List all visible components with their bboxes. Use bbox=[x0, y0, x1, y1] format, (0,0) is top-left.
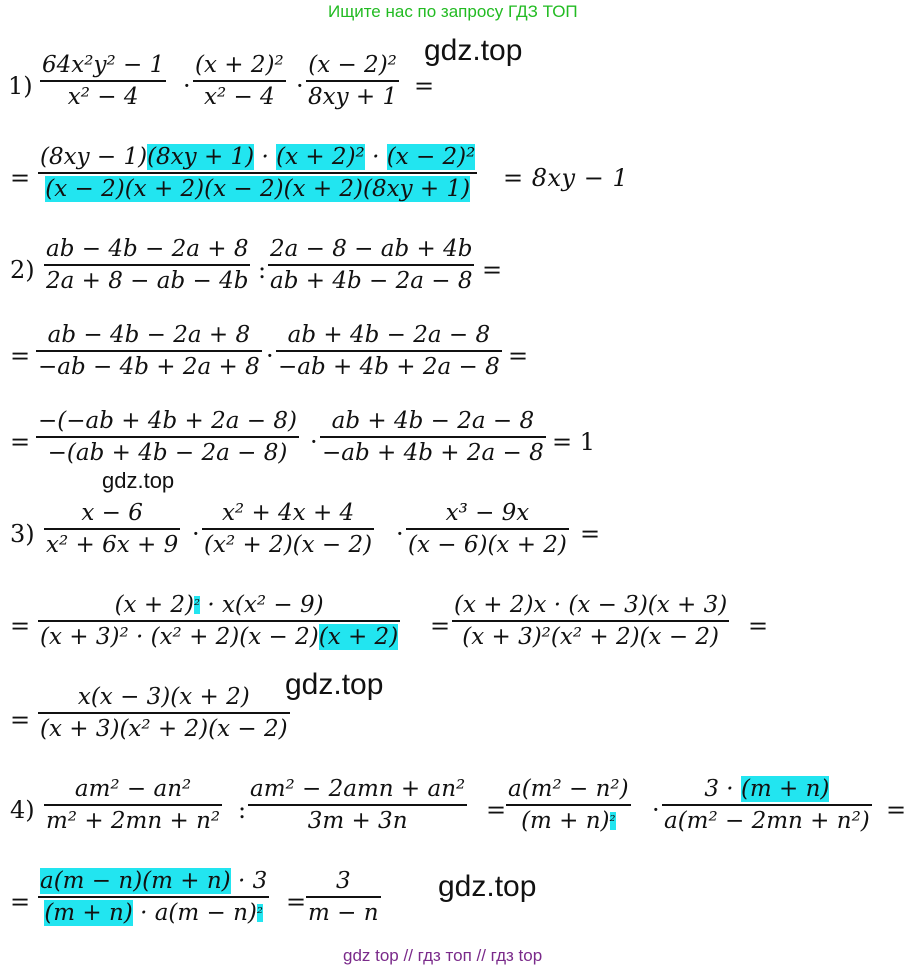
fraction bbox=[306, 50, 399, 112]
watermark: gdz.top bbox=[285, 668, 384, 701]
denominator: −ab + 4b + 2a − 8 bbox=[278, 354, 500, 380]
denominator bbox=[43, 174, 472, 204]
denominator: a(m² − 2mn + n²) bbox=[664, 808, 870, 834]
factor: · 3 bbox=[230, 868, 268, 894]
numerator: x² + 4x + 4 bbox=[221, 500, 355, 526]
problem-3-label: 3) bbox=[10, 520, 35, 548]
numerator bbox=[702, 774, 831, 804]
highlighted-factor: (m + n) bbox=[44, 900, 133, 926]
highlighted-factor: (x − 2)² bbox=[386, 144, 476, 170]
denominator: m − n bbox=[308, 900, 379, 926]
factor: · a(m − n) bbox=[132, 900, 257, 926]
factor: · x(x² − 9) bbox=[200, 592, 324, 618]
fraction bbox=[36, 406, 299, 468]
numerator: ab − 4b − 2a + 8 bbox=[46, 236, 249, 262]
equals-sign: = bbox=[508, 342, 529, 370]
numerator: ab + 4b − 2a − 8 bbox=[331, 408, 535, 434]
colon-operator: : bbox=[258, 256, 267, 284]
numerator: (8xy − 1)(8xy + 1) · (x + 2)² · (x − 2)² bbox=[40, 144, 476, 170]
denominator: x² + 6x + 9 bbox=[46, 532, 179, 558]
numerator: a(m² − n²) bbox=[508, 776, 629, 802]
numerator: ab − 4b − 2a + 8 bbox=[47, 322, 251, 348]
equals-sign: = bbox=[286, 888, 307, 916]
fraction bbox=[44, 234, 250, 296]
numerator: ab + 4b − 2a − 8 bbox=[287, 322, 491, 348]
dot-operator: · bbox=[652, 796, 660, 824]
equals-sign: = bbox=[486, 796, 507, 824]
fraction bbox=[406, 498, 569, 560]
numerator: x(x − 3)(x + 2) bbox=[77, 684, 250, 710]
highlighted-factor: (m + n) bbox=[740, 776, 830, 802]
numerator bbox=[38, 866, 269, 896]
denominator: (x + 3)(x² + 2)(x − 2) bbox=[40, 716, 288, 742]
fraction bbox=[202, 498, 374, 560]
denominator: x² − 4 bbox=[203, 84, 275, 110]
denominator bbox=[519, 806, 617, 836]
fraction bbox=[44, 498, 180, 560]
dot-operator: · bbox=[310, 428, 318, 456]
highlighted-factor: (x + 2) bbox=[318, 624, 399, 650]
numerator: (x + 2)² bbox=[195, 52, 284, 78]
fraction bbox=[38, 682, 290, 744]
fraction bbox=[662, 774, 872, 836]
highlighted-exponent: ² bbox=[609, 812, 616, 830]
equals-sign: = bbox=[10, 612, 31, 640]
numerator: (x + 2)x · (x − 3)(x + 3) bbox=[454, 592, 728, 618]
denominator bbox=[38, 622, 400, 652]
fraction bbox=[276, 320, 502, 382]
numerator: am² − an² bbox=[74, 776, 192, 802]
denominator: −ab + 4b + 2a − 8 bbox=[322, 440, 544, 466]
fraction bbox=[268, 234, 474, 296]
watermark: gdz.top bbox=[438, 870, 537, 903]
denominator: (x + 3)²(x² + 2)(x − 2) bbox=[462, 624, 720, 650]
fraction bbox=[193, 50, 286, 112]
factor: (x + 2) bbox=[114, 592, 195, 618]
equals-sign: = bbox=[430, 612, 451, 640]
fraction bbox=[38, 142, 477, 204]
dot-operator: · bbox=[396, 520, 404, 548]
factor: (8xy − 1) bbox=[40, 144, 148, 170]
factor: (m + n) bbox=[521, 808, 610, 834]
problem-2-label: 2) bbox=[10, 256, 35, 284]
problem-1-label: 1) bbox=[8, 72, 33, 100]
highlighted-factor: (8xy + 1) bbox=[147, 144, 255, 170]
header-banner: Ищите нас по запросу ГДЗ ТОП bbox=[328, 2, 578, 21]
numerator: x − 6 bbox=[81, 500, 143, 526]
denominator: −(ab + 4b − 2a − 8) bbox=[47, 440, 288, 466]
footer-links: gdz top // гдз топ // гдз top bbox=[343, 946, 543, 965]
result: = 1 bbox=[552, 428, 596, 456]
highlighted-factor: (x − 2)(x + 2)(x − 2)(x + 2)(8xy + 1) bbox=[45, 176, 471, 202]
numerator: (x − 2)² bbox=[308, 52, 397, 78]
denominator: −ab − 4b + 2a + 8 bbox=[38, 354, 260, 380]
numerator: 3 bbox=[335, 868, 351, 894]
numerator: x³ − 9x bbox=[445, 500, 530, 526]
factor: (x + 3)² · (x² + 2)(x − 2) bbox=[40, 624, 319, 650]
denominator: x² − 4 bbox=[67, 84, 139, 110]
fraction bbox=[506, 774, 631, 836]
dot-operator: · bbox=[296, 72, 304, 100]
fraction bbox=[40, 50, 166, 112]
dot-operator: · bbox=[266, 342, 274, 370]
numerator: −(−ab + 4b + 2a − 8) bbox=[38, 408, 297, 434]
fraction bbox=[306, 866, 381, 928]
equals-sign: = bbox=[580, 520, 601, 548]
denominator: 3m + 3n bbox=[307, 808, 408, 834]
fraction bbox=[38, 866, 269, 928]
fraction bbox=[38, 590, 400, 652]
denominator: ab + 4b − 2a − 8 bbox=[270, 268, 473, 294]
fraction bbox=[36, 320, 262, 382]
colon-operator: : bbox=[238, 796, 247, 824]
dot-operator: · bbox=[183, 72, 191, 100]
fraction bbox=[44, 774, 222, 836]
fraction bbox=[452, 590, 729, 652]
denominator: m² + 2mn + n² bbox=[46, 808, 221, 834]
equals-sign: = bbox=[886, 796, 907, 824]
equals-sign: = bbox=[10, 706, 31, 734]
highlighted-exponent: ² bbox=[194, 596, 201, 614]
equals-sign: = bbox=[10, 428, 31, 456]
fraction bbox=[320, 406, 546, 468]
denominator bbox=[42, 898, 265, 928]
denominator: 8xy + 1 bbox=[308, 84, 398, 110]
equals-sign: = bbox=[748, 612, 769, 640]
equals-sign: = bbox=[482, 256, 503, 284]
factor: 3 · bbox=[704, 776, 741, 802]
numerator bbox=[113, 590, 326, 620]
highlighted-factor: (x + 2)² bbox=[276, 144, 365, 170]
denominator: 2a + 8 − ab − 4b bbox=[46, 268, 249, 294]
equals-sign: = bbox=[414, 72, 435, 100]
numerator: am² − 2amn + an² bbox=[250, 776, 466, 802]
equals-sign: = bbox=[10, 342, 31, 370]
watermark: gdz.top bbox=[424, 34, 523, 67]
highlighted-factor: a(m − n)(m + n) bbox=[40, 868, 231, 894]
result: = 8xy − 1 bbox=[503, 164, 629, 192]
equals-sign: = bbox=[10, 164, 31, 192]
denominator: (x² + 2)(x − 2) bbox=[204, 532, 373, 558]
equals-sign: = bbox=[10, 888, 31, 916]
numerator: 2a − 8 − ab + 4b bbox=[270, 236, 473, 262]
problem-4-label: 4) bbox=[10, 796, 35, 824]
denominator: (x − 6)(x + 2) bbox=[408, 532, 567, 558]
dot-operator: · bbox=[192, 520, 200, 548]
fraction bbox=[248, 774, 467, 836]
highlighted-exponent: ² bbox=[256, 904, 263, 922]
numerator: 64x²y² − 1 bbox=[42, 52, 165, 78]
watermark: gdz.top bbox=[102, 468, 175, 493]
